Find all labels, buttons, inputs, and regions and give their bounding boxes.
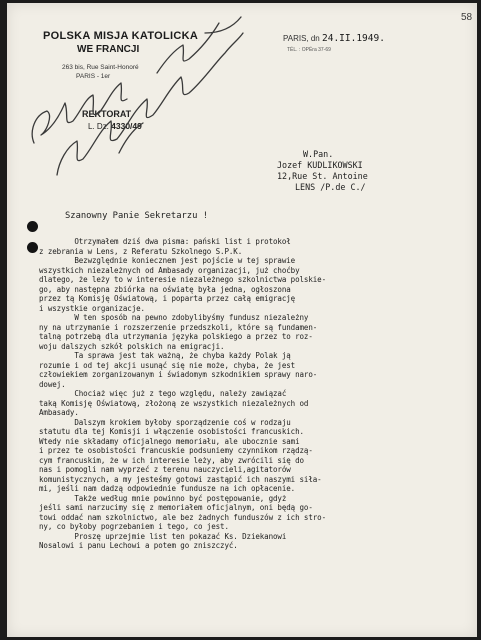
- body-line: i przez te osobistości francuskie podsuniemy czynnikom rządzą-: [39, 446, 313, 455]
- org-country: WE FRANCJI: [77, 44, 140, 55]
- body-line: Chociaż więc już z tego względu, należy zawiązać: [39, 389, 287, 398]
- reference-number: 4330/49: [111, 121, 142, 131]
- body-line: człowiekiem zorganizowanym i świadomym szkodnikiem sprawy naro-: [39, 370, 318, 379]
- body-line: go, aby następna zbiórka na oświatę była jedna, ogłoszona: [39, 284, 291, 294]
- recipient-name: Jozef KUDLIKOWSKI: [277, 160, 363, 170]
- body-line: W ten sposób na pewno zdobylibyśmy fundusz niezależny: [39, 313, 309, 322]
- telephone: TÉL. : OPÉra 37-69: [287, 47, 331, 53]
- body-line: jeśli sami narzucimy się z memoriałem oficjalnym, oni będą go-: [39, 503, 313, 512]
- body-line: dlatego, że leży to w interesie niezależnego szkolnictwa polskie-: [39, 275, 327, 284]
- letterhead-org: [43, 30, 198, 55]
- letter-date: 24.II.1949.: [322, 33, 385, 44]
- body-line: towi oddać nam szkolnictwo, ale bez żadnych funduszów z ich stro-: [39, 512, 327, 522]
- place-date: [283, 33, 385, 44]
- reference: [88, 121, 142, 131]
- page-number: 58: [461, 12, 473, 23]
- body-line: Dalszym krokiem byłoby sporządzenie coś w rodzaju: [39, 417, 291, 427]
- salutation: Szanowny Panie Sekretarzu !: [65, 211, 208, 221]
- body-line: mi, jeśli nam dadzą odpowiednie fundusze na ich opłacenie.: [39, 484, 296, 493]
- body-line: Bezwzględnie koniecznem jest pojście w tej sprawie: [39, 256, 296, 265]
- body-line: komunistycznych, a my jesteśmy gotowi zastąpić ich naszymi siła-: [39, 474, 322, 484]
- body-line: Ta sprawa jest tak ważną, że chyba każdy Polak ją: [39, 351, 291, 360]
- letter-page: [7, 3, 477, 637]
- letterhead-address: [62, 63, 139, 81]
- body-line: wszystkich niezależnych od Ambasady organizacji, już choćby: [39, 265, 300, 275]
- recipient-street: 12,Rue St. Antoine: [277, 171, 368, 181]
- body-line: ny, co byłoby pogrzebaniem i tego, co jest.: [39, 522, 229, 531]
- recipient-city: LENS /P.de C./: [295, 182, 366, 192]
- body-line: Ambasady.: [39, 408, 79, 417]
- address-city: PARIS - 1er: [76, 73, 111, 80]
- body-line: rozumie i od tej akcji usunąć się nie może, chyba, że jest: [39, 360, 296, 370]
- body-line: nas i pomogli nam wyprzeć z terenu nauczycieli,agitatorów: [39, 465, 291, 474]
- punch-hole-bottom: [27, 242, 38, 253]
- body-line: i wszystkie organizacje.: [39, 303, 145, 313]
- body-line: dowej.: [39, 379, 66, 389]
- address-street: 263 bis, Rue Saint-Honoré: [62, 64, 139, 71]
- body-line: cym francuskim, że w ich interesie leży, aby zwrócili się do: [39, 455, 304, 465]
- body-line: Proszę uprzejmie list ten pokazać Ks. Dziekanowi: [39, 531, 287, 541]
- punch-hole-top: [27, 221, 38, 232]
- body-line: statutu dla tej Komisji i włączenie osobistości francuskich.: [39, 427, 304, 436]
- recipient-block: [277, 149, 368, 193]
- recipient-title: W.Pan.: [303, 149, 334, 159]
- body-line: talną potrzebą dla utrzymania języka polskiego a przez to roz-: [39, 332, 313, 341]
- reference-prefix: L. Dz.: [88, 122, 109, 131]
- department: REKTORAT: [82, 109, 132, 119]
- body-line: ny na utrzymanie i rozszerzenie przedszkoli, które są fundamen-: [39, 322, 318, 332]
- body-line: Także według mnie powinno być postępowanie, gdyż: [39, 493, 287, 503]
- body-line: Wtedy nie składamy oficjalnego memoriału, ale ubocznie sami: [39, 436, 300, 446]
- body-line: Nosalowi i panu Lechowi a potem go zniszczyć.: [39, 541, 238, 550]
- body-line: z zebrania w Lens, z Referatu Szkolnego S.P.K.: [39, 246, 243, 256]
- body-line: przez tą Komisję Oświatową, i poparta przez całą emigrację: [39, 294, 296, 303]
- letter-body: [39, 237, 326, 551]
- body-line: Otrzymałem dziś dwa pisma: pański list i protokoł: [39, 237, 291, 246]
- org-name: POLSKA MISJA KATOLICKA: [43, 30, 199, 42]
- body-line: taką Komisję Oświatową, złożoną ze wszystkich niezależnych od: [39, 398, 309, 408]
- city-prefix: PARIS, dn: [283, 34, 320, 43]
- body-line: woju dalszych szkół polskich na emigracji.: [39, 341, 225, 351]
